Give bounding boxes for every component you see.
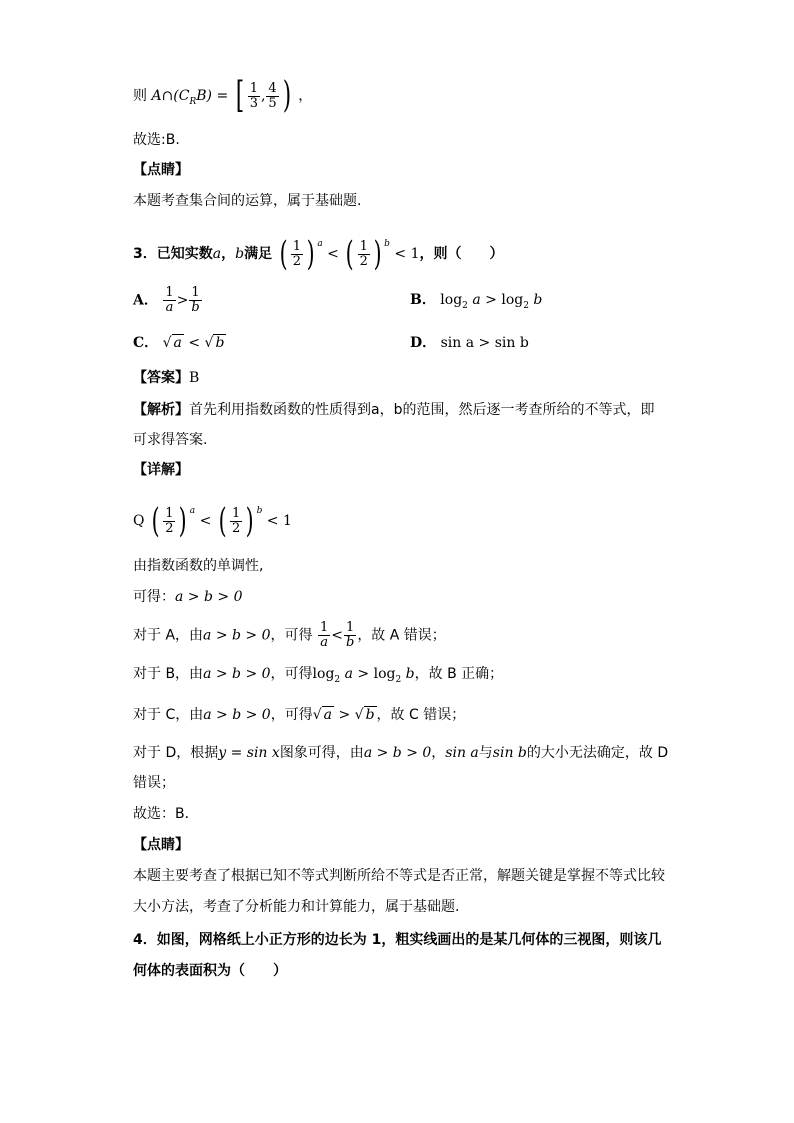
q3-number: 3．: [133, 246, 157, 262]
option-d-label: D．: [410, 335, 437, 351]
analysis-text1: 首先利用指数函数的性质得到a，b的范围，然后逐一考查所给的不等式，即: [189, 402, 655, 418]
option-c-label: C．: [133, 335, 159, 351]
option-a-frac-right: $\frac{1}{b}$: [191, 285, 200, 315]
step-c: 对于 C，由a > b > 0，可得√ a > √ b ，故 C 错误；: [133, 707, 466, 723]
q3-choice: 故选：B．: [133, 806, 199, 822]
q3-stem: 3．已知实数a，b满足 ( $\frac{1}{2}$ ) $^a$ < ( $\frac{1}{2}$ ) $^b$ < 1，则（ ）: [133, 234, 504, 274]
prev-result-lhs2: B) =: [196, 88, 229, 104]
exp-a: a: [317, 239, 323, 249]
prev-result-sub: R: [189, 97, 197, 107]
step-a: 对于 A，由a > b > 0，可得 $\frac{1}{a}$ < $\frac{1}{b}$ ，故 A 错误；: [133, 620, 446, 650]
analysis-line2: 可求得答案.: [133, 432, 208, 448]
prev-comment-title: 【点睛】: [133, 162, 189, 178]
q3-var-a: a: [212, 246, 222, 262]
step1: 由指数函数的单调性,: [133, 558, 264, 574]
paren-open: (: [279, 234, 288, 274]
q3-comment-line2: 大小方法，考查了分析能力和计算能力，属于基础题.: [133, 899, 460, 915]
detail-tag: 【详解】: [133, 462, 189, 478]
q4-line2: 何体的表面积为（ ）: [133, 963, 287, 979]
prev-comment-text: 本题考查集合间的运算，属于基础题.: [133, 193, 362, 209]
option-b: B． $\log_2 a > \log_2 b$: [410, 292, 543, 311]
paren-close: ): [306, 234, 315, 274]
option-d: [410, 333, 529, 353]
paren-close: ): [373, 234, 382, 274]
prev-result-line: 则 $A\cap(C_RB)$ = [ $\frac{1}{3}$ , $\frac{4}{5}$ ) ，: [133, 75, 313, 116]
option-a: A． $\frac{1}{a}$ > $\frac{1}{b}$: [133, 285, 200, 315]
q3-sep: ，: [221, 246, 236, 262]
answer-value: B: [189, 370, 200, 386]
analysis-line1: [133, 400, 654, 420]
step-d-line2: 错误；: [133, 775, 175, 791]
because-symbol: Q: [133, 513, 145, 529]
q3-comment-line1: 本题主要考查了根据已知不等式判断所给不等式是否正常，解题关键是掌握不等式比较: [133, 868, 665, 884]
option-a-label: A．: [133, 292, 158, 309]
q3-ineq-end: < 1: [394, 246, 420, 262]
log-left: log: [440, 292, 463, 308]
half-frac-a: $\frac{1}{2}$: [292, 238, 302, 269]
prev-result-lhs: A∩(C: [151, 88, 190, 104]
step-d-line1: 对于 D，根据y = sin x图象可得，由a > b > 0，sin a与sin b的大小无法确定，故 D: [133, 745, 669, 761]
prev-result-suffix: ，: [298, 88, 313, 104]
prev-choice: 故选:B.: [133, 132, 180, 148]
option-d-text: sin a > sin b: [440, 335, 529, 351]
interval-open-bracket: [: [235, 75, 244, 116]
interval-close-paren: ): [282, 75, 291, 116]
paren-open: (: [346, 234, 354, 274]
exp-b: b: [384, 239, 390, 249]
half-frac-b: $\frac{1}{2}$: [359, 238, 368, 269]
prev-result-prefix: 则: [133, 88, 147, 104]
q3-stem-b: 满足: [244, 246, 273, 262]
analysis-tag: 【解析】: [133, 402, 189, 418]
step2: 可得：a > b > 0: [133, 589, 243, 605]
q3-stem-c: ，则（ ）: [419, 246, 504, 262]
step-b: 对于 B，由a > b > 0，可得$\log_2 a > \log_2 b$，故 B 正确；: [133, 666, 504, 685]
q3-comment-title: 【点睛】: [133, 837, 189, 853]
option-b-label: B．: [410, 292, 436, 308]
because-line: Q ( $\frac{1}{2}$ ) $^a$ < ( $\frac{1}{2}$ ) $^b$ < 1: [133, 501, 292, 541]
q3-var-b: b: [235, 246, 245, 262]
interval-right-frac: $\frac{4}{5}$: [268, 80, 277, 111]
interval-left-frac: $\frac{1}{3}$: [249, 80, 258, 111]
answer-tag: 【答案】: [133, 370, 189, 386]
q3-stem-a: 已知实数: [156, 246, 213, 262]
answer-line: [133, 368, 199, 388]
option-a-frac-left: $\frac{1}{a}$: [165, 285, 174, 315]
option-c: C． √ a < √ b: [133, 335, 225, 351]
q4-line1: 4．如图，网格纸上小正方形的边长为 1，粗实线画出的是某几何体的三视图，则该几: [133, 932, 662, 948]
